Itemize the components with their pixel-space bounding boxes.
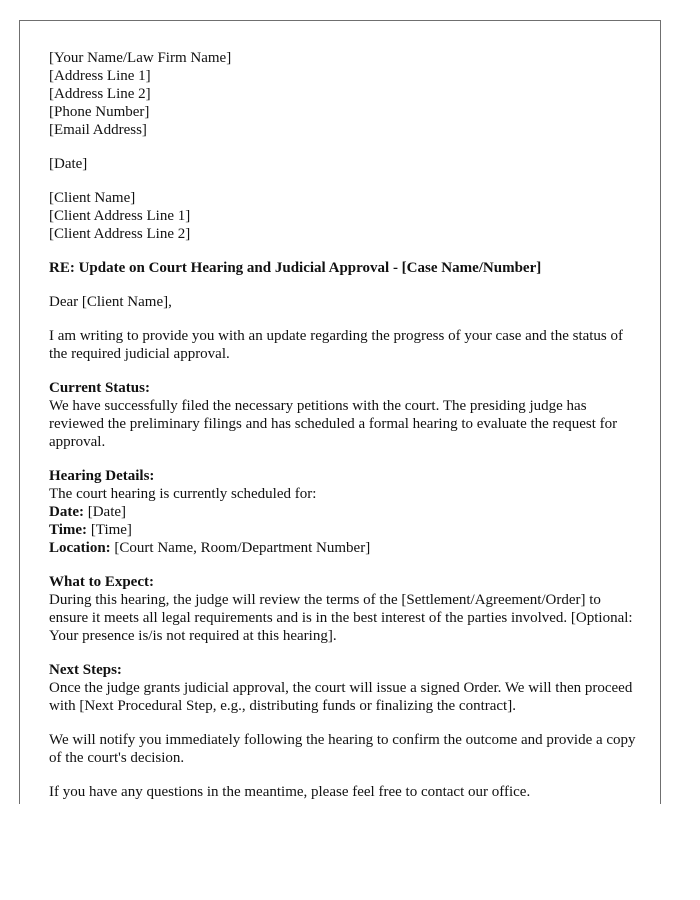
current-status-heading: Current Status: <box>49 380 150 396</box>
next-steps-section <box>49 661 641 715</box>
sender-email: [Email Address] <box>49 122 147 138</box>
hearing-time-row <box>49 521 641 539</box>
salutation: Dear [Client Name], <box>49 294 172 310</box>
what-to-expect-section <box>49 573 641 645</box>
hearing-details-section <box>49 467 641 557</box>
hearing-details-heading: Hearing Details: <box>49 468 155 484</box>
hearing-location-value: [Court Name, Room/Department Number] <box>110 540 371 556</box>
hearing-time-value: [Time] <box>87 522 132 538</box>
what-to-expect-heading: What to Expect: <box>49 574 154 590</box>
sender-block <box>49 49 641 139</box>
recipient-name: [Client Name] <box>49 190 136 206</box>
hearing-date-row <box>49 503 641 521</box>
hearing-location-row <box>49 539 641 557</box>
subject-line: RE: Update on Court Hearing and Judicial Approval - [Case Name/Number] <box>49 260 542 276</box>
sender-phone: [Phone Number] <box>49 104 150 120</box>
hearing-date-value: [Date] <box>83 504 127 520</box>
sender-address-line-1: [Address Line 1] <box>49 68 151 84</box>
hearing-location-label: Location: <box>49 540 111 556</box>
recipient-block <box>49 189 641 243</box>
letter-body <box>49 49 641 804</box>
next-steps-heading: Next Steps: <box>49 662 122 678</box>
sender-name: [Your Name/Law Firm Name] <box>49 50 232 66</box>
recipient-address-line-2: [Client Address Line 2] <box>49 226 191 242</box>
hearing-details-intro: The court hearing is currently scheduled for: <box>49 486 317 502</box>
sender-address-line-2: [Address Line 2] <box>49 86 151 102</box>
what-to-expect-body: During this hearing, the judge will review the terms of the [Settlement/Agreement/Order] to ensure it meets all legal requirements and is in the best interest of the parties involved. [Optional: Your presence is/is not required at this hearing]. <box>49 592 633 644</box>
letter-date: [Date] <box>49 156 88 172</box>
questions-paragraph: If you have any questions in the meantime, please feel free to contact our office. <box>49 784 531 800</box>
hearing-time-label: Time: <box>49 522 88 538</box>
next-steps-body: Once the judge grants judicial approval, the court will issue a signed Order. We will then proceed with [Next Procedural Step, e.g., distributing funds or finalizing the contract]. <box>49 680 633 714</box>
intro-paragraph: I am writing to provide you with an update regarding the progress of your case and the status of the required judicial approval. <box>49 328 624 362</box>
recipient-address-line-1: [Client Address Line 1] <box>49 208 191 224</box>
hearing-date-label: Date: <box>49 504 84 520</box>
current-status-body: We have successfully filed the necessary petitions with the court. The presiding judge has reviewed the preliminary filings and has scheduled a formal hearing to evaluate the request for approval. <box>49 398 618 450</box>
current-status-section <box>49 379 641 451</box>
notify-paragraph: We will notify you immediately following the hearing to confirm the outcome and provide a copy of the court's decision. <box>49 732 636 766</box>
letter-page <box>19 20 661 804</box>
